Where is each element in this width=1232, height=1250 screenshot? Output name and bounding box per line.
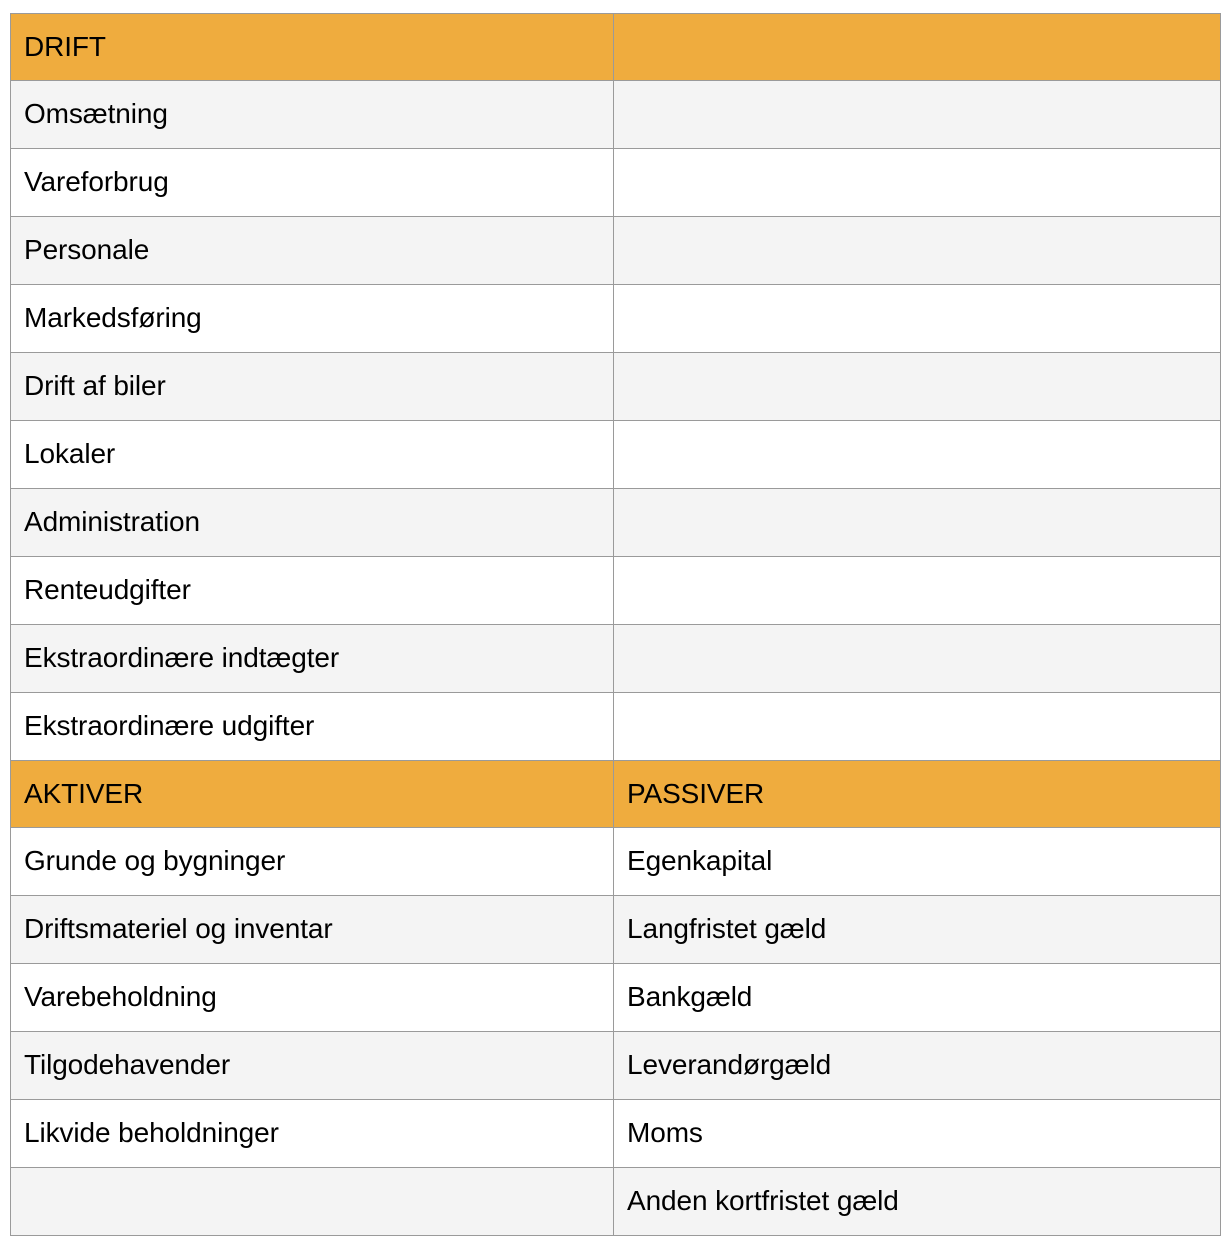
row-label-ekstraordinaere-udgifter[interactable]: Ekstraordinære udgifter [11,693,614,761]
row-value-personale[interactable] [614,217,1221,285]
row-value-ekstraordinaere-indtaegter[interactable] [614,625,1221,693]
row-label-renteudgifter[interactable]: Renteudgifter [11,557,614,625]
row-label-lokaler[interactable]: Lokaler [11,421,614,489]
table-row[interactable] [11,693,1221,761]
accounting-ledger-table [10,13,1221,1236]
row-value-omsaetning[interactable] [614,81,1221,149]
table-row[interactable] [11,149,1221,217]
row-label-grunde-og-bygninger[interactable]: Grunde og bygninger [11,828,614,896]
table-row[interactable] [11,489,1221,557]
table-row[interactable] [11,557,1221,625]
table-row[interactable] [11,625,1221,693]
table-row[interactable] [11,285,1221,353]
section-header-row-drift [11,14,1221,81]
row-label-empty-trailing[interactable] [11,1168,614,1236]
ledger-body [11,14,1221,1236]
section-header-cell-aktiver: AKTIVER [11,761,614,828]
row-label-administration[interactable]: Administration [11,489,614,557]
row-label-anden-kortfristet-gaeld[interactable]: Anden kortfristet gæld [614,1168,1221,1236]
row-value-vareforbrug[interactable] [614,149,1221,217]
row-label-drift-af-biler[interactable]: Drift af biler [11,353,614,421]
table-row[interactable] [11,828,1221,896]
row-label-omsaetning[interactable]: Omsætning [11,81,614,149]
row-label-varebeholdning[interactable]: Varebeholdning [11,964,614,1032]
table-row[interactable] [11,81,1221,149]
row-label-langfristet-gaeld[interactable]: Langfristet gæld [614,896,1221,964]
section-header-row-balance [11,761,1221,828]
row-label-driftsmateriel-og-inventar[interactable]: Driftsmateriel og inventar [11,896,614,964]
row-value-administration[interactable] [614,489,1221,557]
table-row[interactable] [11,1032,1221,1100]
row-label-tilgodehavender[interactable]: Tilgodehavender [11,1032,614,1100]
row-value-renteudgifter[interactable] [614,557,1221,625]
table-row[interactable] [11,964,1221,1032]
table-row[interactable] [11,1168,1221,1236]
table-row[interactable] [11,896,1221,964]
row-label-vareforbrug[interactable]: Vareforbrug [11,149,614,217]
table-row[interactable] [11,353,1221,421]
row-label-likvide-beholdninger[interactable]: Likvide beholdninger [11,1100,614,1168]
row-label-markedsfoering[interactable]: Markedsføring [11,285,614,353]
section-header-cell-passiver: PASSIVER [614,761,1221,828]
table-row[interactable] [11,217,1221,285]
row-label-moms[interactable]: Moms [614,1100,1221,1168]
table-row[interactable] [11,421,1221,489]
row-value-markedsfoering[interactable] [614,285,1221,353]
section-header-cell-drift-right [614,14,1221,81]
row-value-lokaler[interactable] [614,421,1221,489]
row-value-ekstraordinaere-udgifter[interactable] [614,693,1221,761]
section-header-cell-drift: DRIFT [11,14,614,81]
row-label-leverandoergaeld[interactable]: Leverandørgæld [614,1032,1221,1100]
table-row[interactable] [11,1100,1221,1168]
row-label-bankgaeld[interactable]: Bankgæld [614,964,1221,1032]
row-label-personale[interactable]: Personale [11,217,614,285]
row-label-egenkapital[interactable]: Egenkapital [614,828,1221,896]
row-label-ekstraordinaere-indtaegter[interactable]: Ekstraordinære indtægter [11,625,614,693]
row-value-drift-af-biler[interactable] [614,353,1221,421]
